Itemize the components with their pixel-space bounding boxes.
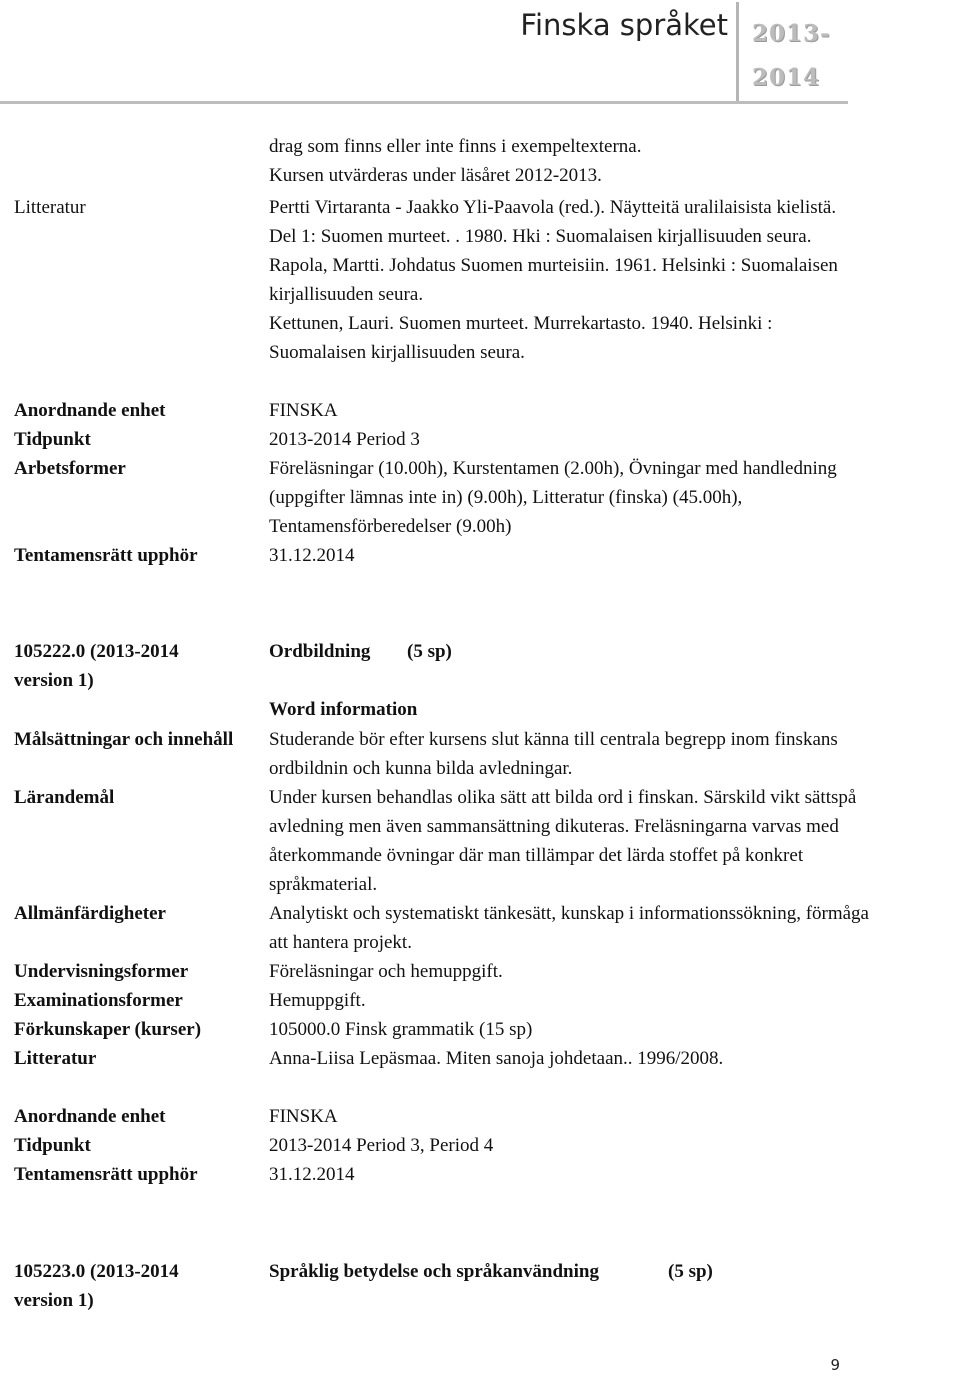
arbetsformer-label: Arbetsformer xyxy=(14,458,126,479)
larandemal-line: språkmaterial. xyxy=(269,874,378,895)
course-credits: (5 sp) xyxy=(407,641,452,662)
course-title: Språklig betydelse och språkanvändning xyxy=(269,1261,599,1282)
anordnande-value: FINSKA xyxy=(269,400,338,421)
arbetsformer-line: Tentamensförberedelser (9.00h) xyxy=(269,516,512,537)
litteratur-value: Anna-Liisa Lepäsmaa. Miten sanoja johdetaan.. 1996/2008. xyxy=(269,1048,724,1069)
larandemal-line: Under kursen behandlas olika sätt att bilda ord i finskan. Särskild vikt sättspå xyxy=(269,787,857,808)
course-code: 105223.0 (2013-2014 xyxy=(14,1261,179,1282)
continued-line: Kursen utvärderas under läsåret 2012-2013. xyxy=(269,165,602,186)
anordnande-label: Anordnande enhet xyxy=(14,1106,166,1127)
page-header xyxy=(0,0,960,110)
larandemal-label: Lärandemål xyxy=(14,787,115,808)
malsattningar-label: Målsättningar och innehåll xyxy=(14,729,234,750)
tidpunkt-value: 2013-2014 Period 3 xyxy=(269,429,420,450)
course-version: version 1) xyxy=(14,1290,94,1311)
arbetsformer-line: (uppgifter lämnas inte in) (9.00h), Litteratur (finska) (45.00h), xyxy=(269,487,743,508)
examinationsformer-value: Hemuppgift. xyxy=(269,990,366,1011)
forkunskaper-value: 105000.0 Finsk grammatik (15 sp) xyxy=(269,1019,533,1040)
malsattningar-line: Studerande bör efter kursens slut känna till centrala begrepp inom finskans xyxy=(269,729,838,750)
litteratur-label: Litteratur xyxy=(14,197,86,218)
header-year-line1: 2013- xyxy=(752,20,831,47)
continued-line: drag som finns eller inte finns i exempeltexterna. xyxy=(269,136,642,157)
litteratur-label: Litteratur xyxy=(14,1048,97,1069)
page-number: 9 xyxy=(830,1356,840,1374)
tentamensratt-label: Tentamensrätt upphör xyxy=(14,545,198,566)
course-code: 105222.0 (2013-2014 xyxy=(14,641,179,662)
tentamensratt-value: 31.12.2014 xyxy=(269,545,355,566)
undervisningsformer-label: Undervisningsformer xyxy=(14,961,189,982)
anordnande-value: FINSKA xyxy=(269,1106,338,1127)
examinationsformer-label: Examinationsformer xyxy=(14,990,183,1011)
header-title: Finska språket xyxy=(520,8,728,42)
allmanfardigheter-line: att hantera projekt. xyxy=(269,932,412,953)
tidpunkt-value: 2013-2014 Period 3, Period 4 xyxy=(269,1135,494,1156)
header-year-line2: 2014 xyxy=(752,64,821,91)
tentamensratt-label: Tentamensrätt upphör xyxy=(14,1164,198,1185)
course-subtitle: Word information xyxy=(269,699,418,720)
allmanfardigheter-line: Analytiskt och systematiskt tänkesätt, kunskap i informationssökning, förmåga xyxy=(269,903,869,924)
header-rule xyxy=(0,101,848,104)
larandemal-line: återkommande övningar där man tillämpar det lärda stoffet på konkret xyxy=(269,845,804,866)
course-version: version 1) xyxy=(14,670,94,691)
allmanfardigheter-label: Allmänfärdigheter xyxy=(14,903,166,924)
tidpunkt-label: Tidpunkt xyxy=(14,429,91,450)
course-title: Ordbildning xyxy=(269,641,371,662)
tentamensratt-value: 31.12.2014 xyxy=(269,1164,355,1185)
litteratur-line: kirjallisuuden seura. xyxy=(269,284,424,305)
anordnande-label: Anordnande enhet xyxy=(14,400,166,421)
tidpunkt-label: Tidpunkt xyxy=(14,1135,91,1156)
litteratur-line: Pertti Virtaranta - Jaakko Yli-Paavola (red.). Näytteitä uralilaisista kielistä. xyxy=(269,197,837,218)
forkunskaper-label: Förkunskaper (kurser) xyxy=(14,1019,202,1040)
litteratur-line: Kettunen, Lauri. Suomen murteet. Murrekartasto. 1940. Helsinki : xyxy=(269,313,773,334)
litteratur-line: Rapola, Martti. Johdatus Suomen murteisiin. 1961. Helsinki : Suomalaisen xyxy=(269,255,838,276)
course-credits: (5 sp) xyxy=(668,1261,713,1282)
litteratur-line: Del 1: Suomen murteet. . 1980. Hki : Suomalaisen kirjallisuuden seura. xyxy=(269,226,812,247)
larandemal-line: avledning men även sammansättning dikuteras. Freläsningarna varvas med xyxy=(269,816,839,837)
header-divider xyxy=(736,2,739,102)
litteratur-line: Suomalaisen kirjallisuuden seura. xyxy=(269,342,525,363)
malsattningar-line: ordbildnin och kunna bilda avledningar. xyxy=(269,758,573,779)
undervisningsformer-value: Föreläsningar och hemuppgift. xyxy=(269,961,503,982)
arbetsformer-line: Föreläsningar (10.00h), Kurstentamen (2.00h), Övningar med handledning xyxy=(269,458,837,479)
